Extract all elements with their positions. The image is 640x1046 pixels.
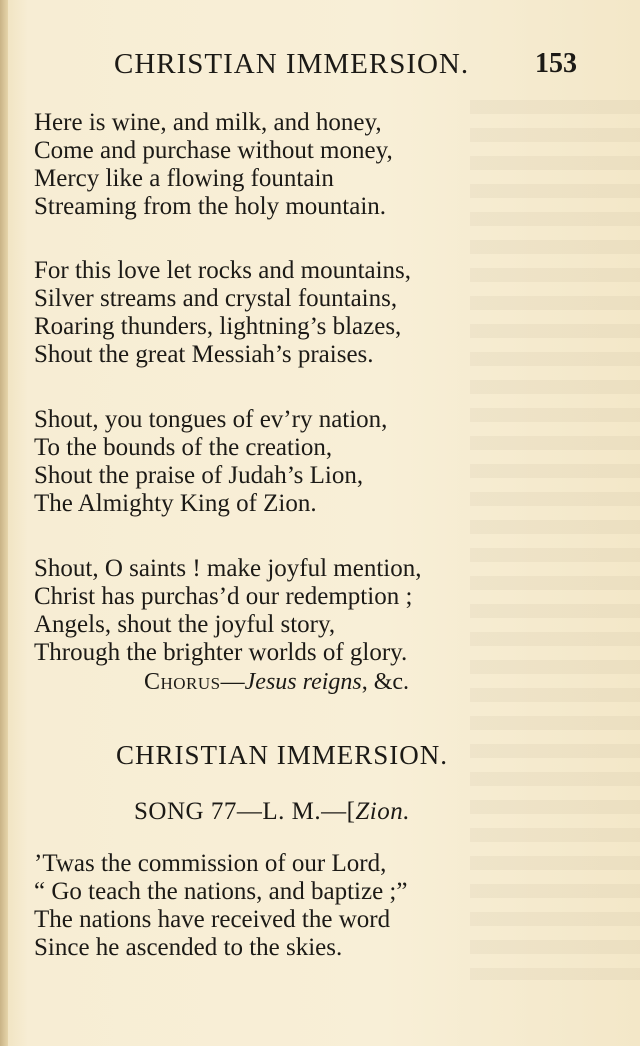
verse-line: Silver streams and crystal fountains, [34,285,398,312]
stanza-1 [34,109,614,221]
stanza-3 [34,406,614,518]
chorus-label: Chorus [144,669,221,695]
running-title: CHRISTIAN IMMERSION. [114,48,470,80]
chorus-dash: — [220,669,245,695]
stanza-4 [34,555,614,667]
verse-line: To the bounds of the creation, [34,434,333,461]
verse-line: Since he ascended to the skies. [34,934,343,961]
verse-line: Shout, you tongues of ev’ry nation, [34,406,388,433]
song-heading [134,798,410,826]
song-number: SONG 77—L. M.—[ [134,798,356,825]
chorus-suffix: , &c. [361,669,410,695]
hymn-stanza [34,850,614,962]
chorus-text: Jesus reigns [244,669,362,695]
section-title: CHRISTIAN IMMERSION. [116,740,449,770]
tune-name: Zion. [355,798,411,825]
verse-line: Streaming from the holy mountain. [34,193,387,220]
verse-line: The nations have received the word [34,906,391,933]
verse-line: “ Go teach the nations, and baptize ;” [34,878,408,905]
page-spine-edge [0,0,8,1046]
verse-line: Here is wine, and milk, and honey, [34,109,382,136]
verse-line: Shout, O saints ! make joyful mention, [34,555,422,582]
verse-line: Shout the praise of Judah’s Lion, [34,462,364,489]
verse-line: The Almighty King of Zion. [34,490,317,517]
verse-line: Mercy like a flowing fountain [34,165,334,192]
verse-line: Through the brighter worlds of glory. [34,639,408,666]
page-number: 153 [535,48,577,79]
verse-line: Shout the great Messiah’s praises. [34,341,374,368]
verse-line: Come and purchase without money, [34,137,393,164]
show-through-texture [470,100,640,980]
verse-line: Christ has purchas’d our redemption ; [34,583,413,610]
verse-line: ’Twas the commission of our Lord, [34,850,387,877]
chorus-line [144,668,409,696]
page-header [0,46,640,86]
verse-line: For this love let rocks and mountains, [34,257,412,284]
stanza-2 [34,257,614,369]
verse-line: Angels, shout the joyful story, [34,611,336,638]
verse-line: Roaring thunders, lightning’s blazes, [34,313,402,340]
